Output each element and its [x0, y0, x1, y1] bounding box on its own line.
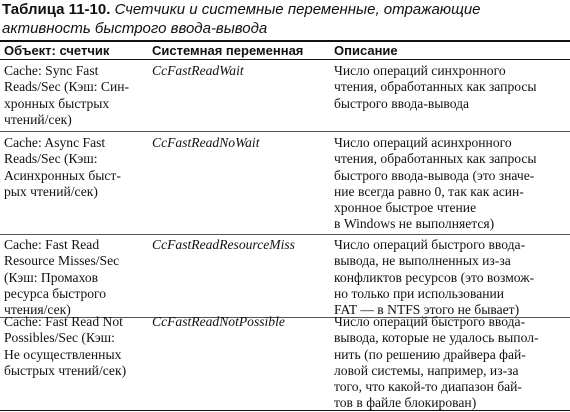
row-4-variable: CcFastReadNotPossible — [152, 314, 285, 329]
row-4-counter: Cache: Fast Read Not Possibles/Sec (Кэш: Не осуществленных быстрых чтений/сек) — [4, 314, 127, 378]
table-caption-text: Счетчики и системные переменные, отражающие активность быстрого ввода-вывода — [2, 1, 481, 37]
row-1-counter: Cache: Sync Fast Reads/Sec (Кэш: Син- хронных быстрых чтений/сек) — [4, 63, 130, 127]
header-variable: Системная переменная — [152, 43, 304, 58]
table-caption-label: Таблица 11-10. — [2, 1, 111, 18]
row-3-counter: Cache: Fast Read Resource Misses/Sec (Кэш: Промахов ресурса быстрого чтения/сек) — [4, 237, 120, 318]
row-3-variable: CcFastReadResourceMiss — [152, 237, 295, 252]
row-3-description: Число операций быстрого ввода- вывода, не выполненных из-за конфликтов ресурсов (это возмож- но только при использовании FAT — в NTFS этого не бывает) — [334, 237, 535, 318]
row-2-counter: Cache: Async Fast Reads/Sec (Кэш: Асинхронных быст- рых чтений/сек) — [4, 135, 121, 199]
header-description: Описание — [334, 43, 398, 58]
row-2-description: Число операций асинхронного чтения, обработанных как запросы быстрого ввода-вывода (это значе- ние всегда равно 0, так как асин- хронное быстрое чтение в Windows не выполняется) — [334, 135, 537, 232]
table-bottom-rule — [0, 410, 570, 411]
row-4-description: Число операций быстрого ввода- вывода, которые не удалось выпол- нить (по решению драйвера фай- ловой системы, например, из-за того, что какой-то диапазон бай- тов в файле блокирован) — [334, 314, 539, 411]
table-caption — [2, 0, 568, 38]
row-2-variable: CcFastReadNoWait — [152, 135, 260, 150]
row-divider — [0, 131, 570, 132]
row-1-description: Число операций синхронного чтения, обработанных как запросы быстрого ввода-вывода — [334, 63, 537, 111]
row-1-variable: CcFastReadWait — [152, 63, 244, 78]
row-divider — [0, 234, 570, 235]
table-header-rule — [0, 59, 570, 60]
header-counter: Объект: счетчик — [4, 43, 110, 58]
